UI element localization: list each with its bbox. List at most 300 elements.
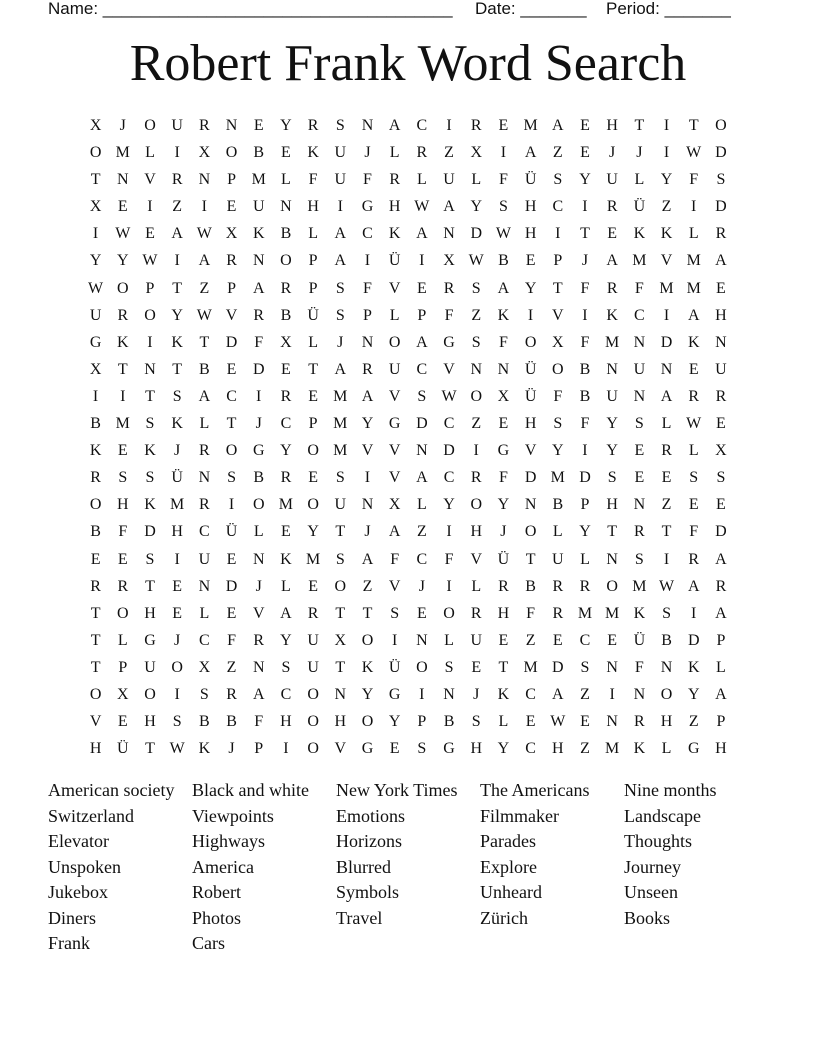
- grid-letter[interactable]: S: [335, 279, 345, 297]
- grid-letter[interactable]: M: [550, 469, 565, 487]
- grid-letter[interactable]: H: [470, 740, 482, 758]
- grid-letter[interactable]: R: [634, 713, 645, 731]
- grid-letter[interactable]: G: [89, 333, 102, 351]
- grid-letter[interactable]: H: [524, 225, 537, 243]
- grid-letter[interactable]: G: [388, 415, 401, 433]
- grid-letter[interactable]: W: [115, 225, 131, 243]
- grid-letter[interactable]: S: [199, 685, 209, 703]
- grid-letter[interactable]: I: [446, 117, 452, 134]
- grid-letter[interactable]: S: [553, 415, 563, 433]
- grid-letter[interactable]: E: [716, 279, 726, 297]
- grid-letter[interactable]: R: [253, 631, 265, 649]
- grid-letter[interactable]: I: [92, 225, 99, 243]
- grid-letter[interactable]: R: [307, 604, 319, 622]
- grid-letter[interactable]: Z: [688, 713, 699, 731]
- grid-letter[interactable]: R: [117, 577, 129, 595]
- grid-letter[interactable]: E: [117, 198, 128, 216]
- grid-letter[interactable]: R: [715, 225, 727, 243]
- grid-letter[interactable]: O: [361, 631, 374, 649]
- grid-letter[interactable]: O: [443, 604, 455, 622]
- grid-letter[interactable]: U: [606, 387, 618, 405]
- grid-letter[interactable]: I: [337, 198, 343, 216]
- grid-letter[interactable]: D: [524, 469, 537, 487]
- grid-letter[interactable]: F: [254, 713, 264, 731]
- grid-letter[interactable]: V: [252, 604, 265, 622]
- grid-letter[interactable]: X: [225, 225, 238, 243]
- grid-letter[interactable]: T: [172, 279, 183, 297]
- grid-letter[interactable]: U: [198, 550, 211, 568]
- grid-letter[interactable]: F: [498, 171, 508, 189]
- grid-letter[interactable]: A: [388, 117, 401, 134]
- grid-letter[interactable]: U: [89, 306, 102, 324]
- grid-letter[interactable]: A: [443, 198, 455, 216]
- grid-letter[interactable]: O: [307, 442, 319, 460]
- grid-letter[interactable]: E: [688, 360, 699, 378]
- grid-letter[interactable]: N: [361, 496, 374, 514]
- grid-letter[interactable]: E: [117, 713, 128, 731]
- grid-letter[interactable]: R: [90, 577, 101, 595]
- grid-letter[interactable]: U: [252, 198, 265, 216]
- grid-letter[interactable]: D: [443, 442, 455, 460]
- grid-letter[interactable]: T: [145, 577, 155, 595]
- grid-letter[interactable]: N: [334, 685, 347, 703]
- grid-letter[interactable]: F: [254, 333, 264, 351]
- grid-letter[interactable]: E: [389, 740, 400, 758]
- grid-letter[interactable]: S: [444, 658, 454, 676]
- grid-letter[interactable]: S: [580, 658, 590, 676]
- grid-letter[interactable]: S: [145, 415, 155, 433]
- grid-letter[interactable]: R: [171, 171, 183, 189]
- grid-letter[interactable]: L: [634, 171, 645, 189]
- grid-letter[interactable]: I: [120, 387, 126, 405]
- grid-letter[interactable]: E: [580, 117, 590, 134]
- grid-letter[interactable]: O: [307, 713, 319, 731]
- grid-letter[interactable]: M: [632, 252, 647, 270]
- grid-letter[interactable]: I: [364, 252, 371, 270]
- grid-letter[interactable]: A: [334, 360, 347, 378]
- grid-letter[interactable]: R: [688, 550, 700, 568]
- grid-letter[interactable]: F: [580, 415, 590, 433]
- grid-letter[interactable]: E: [172, 577, 183, 595]
- grid-letter[interactable]: N: [416, 631, 428, 649]
- grid-letter[interactable]: F: [498, 469, 508, 487]
- grid-letter[interactable]: N: [252, 252, 265, 270]
- grid-letter[interactable]: S: [172, 713, 182, 731]
- grid-letter[interactable]: R: [552, 604, 564, 622]
- grid-letter[interactable]: J: [500, 523, 507, 541]
- grid-letter[interactable]: N: [633, 685, 646, 703]
- grid-letter[interactable]: D: [660, 333, 673, 351]
- grid-letter[interactable]: Y: [89, 252, 102, 270]
- grid-letter[interactable]: J: [364, 144, 371, 162]
- grid-letter[interactable]: I: [691, 198, 697, 216]
- grid-letter[interactable]: D: [416, 415, 428, 433]
- grid-letter[interactable]: D: [225, 577, 238, 595]
- grid-letter[interactable]: U: [715, 360, 727, 378]
- grid-letter[interactable]: Ü: [633, 631, 646, 649]
- grid-letter[interactable]: M: [686, 279, 701, 297]
- grid-letter[interactable]: H: [144, 604, 156, 622]
- grid-letter[interactable]: Z: [471, 415, 482, 433]
- grid-letter[interactable]: C: [280, 685, 292, 703]
- grid-letter[interactable]: P: [417, 713, 427, 731]
- grid-letter[interactable]: X: [198, 658, 211, 676]
- grid-letter[interactable]: G: [443, 740, 455, 758]
- grid-letter[interactable]: C: [226, 387, 237, 405]
- grid-letter[interactable]: Ü: [524, 360, 537, 378]
- grid-letter[interactable]: H: [307, 198, 319, 216]
- grid-letter[interactable]: I: [446, 577, 452, 595]
- grid-letter[interactable]: H: [89, 740, 102, 758]
- grid-letter[interactable]: Y: [361, 685, 374, 703]
- grid-letter[interactable]: M: [659, 279, 674, 297]
- grid-letter[interactable]: A: [715, 252, 727, 270]
- grid-letter[interactable]: K: [307, 144, 319, 162]
- grid-letter[interactable]: Y: [497, 740, 510, 758]
- grid-letter[interactable]: S: [471, 333, 481, 351]
- grid-letter[interactable]: W: [196, 306, 212, 324]
- grid-letter[interactable]: Ü: [388, 658, 401, 676]
- grid-letter[interactable]: V: [470, 550, 482, 568]
- grid-letter[interactable]: S: [335, 117, 345, 134]
- grid-letter[interactable]: K: [252, 225, 265, 243]
- grid-letter[interactable]: W: [414, 198, 430, 216]
- grid-letter[interactable]: B: [280, 306, 292, 324]
- grid-letter[interactable]: M: [632, 577, 647, 595]
- grid-letter[interactable]: O: [225, 144, 238, 162]
- grid-letter[interactable]: N: [633, 387, 646, 405]
- grid-letter[interactable]: S: [335, 469, 345, 487]
- grid-letter[interactable]: U: [334, 496, 347, 514]
- grid-letter[interactable]: O: [225, 442, 238, 460]
- grid-letter[interactable]: K: [198, 740, 211, 758]
- grid-letter[interactable]: R: [307, 117, 319, 134]
- grid-letter[interactable]: N: [416, 442, 428, 460]
- grid-letter[interactable]: V: [89, 713, 102, 731]
- grid-letter[interactable]: L: [416, 496, 427, 514]
- grid-letter[interactable]: E: [172, 604, 183, 622]
- grid-letter[interactable]: L: [580, 550, 590, 568]
- grid-letter[interactable]: R: [715, 387, 727, 405]
- grid-letter[interactable]: O: [307, 740, 319, 758]
- grid-letter[interactable]: S: [498, 198, 508, 216]
- grid-letter[interactable]: A: [198, 387, 211, 405]
- grid-letter[interactable]: A: [715, 550, 727, 568]
- grid-letter[interactable]: R: [470, 604, 482, 622]
- grid-letter[interactable]: G: [361, 740, 374, 758]
- grid-letter[interactable]: N: [252, 550, 265, 568]
- grid-letter[interactable]: X: [715, 442, 727, 460]
- grid-letter[interactable]: K: [280, 550, 292, 568]
- grid-letter[interactable]: F: [444, 306, 454, 324]
- grid-letter[interactable]: X: [334, 631, 347, 649]
- grid-letter[interactable]: Y: [606, 442, 618, 460]
- grid-letter[interactable]: Y: [280, 631, 292, 649]
- grid-letter[interactable]: M: [115, 144, 130, 162]
- grid-letter[interactable]: G: [687, 740, 700, 758]
- grid-letter[interactable]: A: [252, 279, 265, 297]
- grid-letter[interactable]: N: [606, 360, 618, 378]
- grid-letter[interactable]: E: [471, 658, 482, 676]
- grid-letter[interactable]: E: [226, 360, 237, 378]
- grid-letter[interactable]: R: [634, 523, 645, 541]
- grid-letter[interactable]: U: [470, 631, 482, 649]
- grid-letter[interactable]: R: [280, 279, 292, 297]
- grid-letter[interactable]: J: [255, 415, 262, 433]
- grid-letter[interactable]: K: [388, 225, 401, 243]
- grid-letter[interactable]: A: [198, 252, 211, 270]
- grid-letter[interactable]: E: [117, 442, 128, 460]
- grid-letter[interactable]: N: [361, 333, 374, 351]
- grid-letter[interactable]: O: [606, 577, 618, 595]
- grid-letter[interactable]: S: [607, 469, 617, 487]
- grid-letter[interactable]: N: [497, 360, 510, 378]
- grid-letter[interactable]: C: [634, 306, 645, 324]
- grid-letter[interactable]: Y: [280, 117, 292, 134]
- grid-letter[interactable]: M: [333, 415, 348, 433]
- grid-letter[interactable]: U: [144, 658, 156, 676]
- grid-letter[interactable]: D: [715, 198, 727, 216]
- grid-letter[interactable]: P: [417, 306, 427, 324]
- grid-letter[interactable]: B: [199, 713, 210, 731]
- grid-letter[interactable]: P: [580, 496, 590, 514]
- grid-letter[interactable]: V: [552, 306, 564, 324]
- grid-letter[interactable]: Y: [443, 496, 455, 514]
- grid-letter[interactable]: J: [473, 685, 480, 703]
- grid-letter[interactable]: I: [174, 550, 180, 568]
- grid-letter[interactable]: V: [225, 306, 238, 324]
- grid-letter[interactable]: R: [389, 171, 400, 189]
- grid-letter[interactable]: T: [90, 171, 101, 189]
- grid-letter[interactable]: S: [471, 713, 481, 731]
- grid-letter[interactable]: Y: [361, 415, 374, 433]
- grid-letter[interactable]: E: [308, 387, 318, 405]
- grid-letter[interactable]: Y: [117, 252, 129, 270]
- grid-letter[interactable]: P: [145, 279, 155, 297]
- grid-letter[interactable]: I: [364, 469, 371, 487]
- grid-letter[interactable]: C: [443, 415, 455, 433]
- grid-letter[interactable]: M: [523, 117, 538, 134]
- grid-letter[interactable]: I: [691, 604, 697, 622]
- grid-letter[interactable]: R: [498, 577, 509, 595]
- grid-letter[interactable]: N: [225, 117, 238, 134]
- grid-letter[interactable]: Ü: [388, 252, 401, 270]
- grid-letter[interactable]: X: [497, 387, 510, 405]
- grid-letter[interactable]: Y: [660, 171, 673, 189]
- grid-letter[interactable]: Z: [416, 523, 427, 541]
- grid-letter[interactable]: U: [606, 171, 618, 189]
- grid-letter[interactable]: O: [117, 279, 129, 297]
- grid-letter[interactable]: R: [117, 306, 129, 324]
- grid-letter[interactable]: T: [145, 387, 155, 405]
- grid-letter[interactable]: A: [497, 279, 510, 297]
- grid-letter[interactable]: I: [256, 387, 262, 405]
- grid-letter[interactable]: M: [251, 171, 266, 189]
- grid-letter[interactable]: O: [144, 117, 156, 134]
- grid-letter[interactable]: O: [89, 144, 102, 162]
- grid-letter[interactable]: M: [605, 333, 620, 351]
- grid-letter[interactable]: E: [226, 198, 237, 216]
- grid-letter[interactable]: R: [199, 442, 210, 460]
- grid-letter[interactable]: E: [634, 442, 645, 460]
- grid-letter[interactable]: L: [199, 604, 210, 622]
- grid-letter[interactable]: P: [363, 306, 372, 324]
- grid-letter[interactable]: B: [253, 469, 265, 487]
- grid-letter[interactable]: Ü: [117, 740, 129, 758]
- grid-letter[interactable]: P: [254, 740, 264, 758]
- grid-letter[interactable]: Y: [579, 171, 591, 189]
- grid-letter[interactable]: C: [525, 740, 536, 758]
- grid-letter[interactable]: V: [388, 469, 401, 487]
- grid-letter[interactable]: B: [443, 713, 455, 731]
- grid-letter[interactable]: Y: [171, 306, 183, 324]
- grid-letter[interactable]: M: [605, 604, 620, 622]
- grid-letter[interactable]: T: [552, 279, 563, 297]
- grid-letter[interactable]: K: [89, 442, 102, 460]
- grid-letter[interactable]: K: [687, 658, 700, 676]
- grid-letter[interactable]: S: [172, 387, 182, 405]
- grid-letter[interactable]: N: [606, 713, 618, 731]
- grid-letter[interactable]: E: [607, 225, 618, 243]
- grid-letter[interactable]: F: [390, 550, 400, 568]
- grid-letter[interactable]: E: [90, 550, 101, 568]
- grid-letter[interactable]: U: [334, 171, 347, 189]
- grid-letter[interactable]: G: [388, 685, 401, 703]
- grid-letter[interactable]: J: [418, 577, 425, 595]
- grid-letter[interactable]: X: [89, 360, 102, 378]
- grid-letter[interactable]: S: [417, 387, 427, 405]
- grid-letter[interactable]: L: [281, 577, 291, 595]
- grid-letter[interactable]: X: [117, 685, 129, 703]
- grid-letter[interactable]: J: [581, 252, 589, 270]
- grid-letter[interactable]: I: [500, 144, 507, 162]
- grid-letter[interactable]: K: [171, 333, 183, 351]
- grid-letter[interactable]: H: [497, 604, 510, 622]
- grid-letter[interactable]: R: [362, 360, 373, 378]
- grid-letter[interactable]: B: [280, 225, 292, 243]
- grid-letter[interactable]: C: [416, 550, 428, 568]
- grid-letter[interactable]: R: [443, 279, 455, 297]
- grid-letter[interactable]: F: [689, 171, 699, 189]
- grid-letter[interactable]: P: [308, 415, 318, 433]
- grid-letter[interactable]: Z: [226, 658, 237, 676]
- grid-letter[interactable]: S: [145, 469, 155, 487]
- grid-letter[interactable]: B: [199, 360, 210, 378]
- grid-letter[interactable]: N: [606, 550, 618, 568]
- grid-letter[interactable]: A: [252, 685, 265, 703]
- grid-letter[interactable]: A: [280, 604, 292, 622]
- grid-letter[interactable]: H: [524, 415, 537, 433]
- grid-letter[interactable]: W: [468, 252, 484, 270]
- grid-letter[interactable]: B: [253, 144, 265, 162]
- grid-letter[interactable]: R: [226, 685, 237, 703]
- grid-letter[interactable]: L: [661, 740, 672, 758]
- grid-letter[interactable]: O: [89, 685, 102, 703]
- grid-letter[interactable]: W: [550, 713, 566, 731]
- grid-letter[interactable]: I: [663, 144, 670, 162]
- grid-letter[interactable]: L: [688, 442, 699, 460]
- grid-letter[interactable]: L: [471, 171, 482, 189]
- grid-letter[interactable]: T: [145, 740, 155, 758]
- grid-letter[interactable]: L: [253, 523, 264, 541]
- grid-letter[interactable]: K: [633, 225, 646, 243]
- grid-letter[interactable]: P: [716, 631, 726, 649]
- grid-letter[interactable]: S: [390, 604, 400, 622]
- grid-letter[interactable]: A: [660, 387, 673, 405]
- grid-letter[interactable]: J: [636, 144, 643, 162]
- grid-letter[interactable]: R: [606, 198, 618, 216]
- grid-letter[interactable]: X: [470, 144, 482, 162]
- grid-letter[interactable]: F: [498, 333, 508, 351]
- grid-letter[interactable]: Z: [471, 306, 482, 324]
- grid-letter[interactable]: F: [227, 631, 236, 649]
- grid-letter[interactable]: F: [553, 387, 563, 405]
- grid-letter[interactable]: F: [118, 523, 128, 541]
- grid-letter[interactable]: F: [689, 523, 699, 541]
- grid-letter[interactable]: J: [364, 523, 371, 541]
- grid-letter[interactable]: Ü: [307, 306, 319, 324]
- grid-letter[interactable]: B: [661, 631, 672, 649]
- grid-letter[interactable]: Y: [388, 713, 401, 731]
- grid-letter[interactable]: E: [525, 252, 536, 270]
- grid-letter[interactable]: T: [172, 360, 183, 378]
- grid-letter[interactable]: M: [523, 658, 538, 676]
- grid-letter[interactable]: M: [686, 252, 701, 270]
- grid-letter[interactable]: N: [633, 333, 646, 351]
- grid-letter[interactable]: D: [579, 469, 591, 487]
- grid-letter[interactable]: O: [252, 496, 265, 514]
- grid-letter[interactable]: P: [553, 252, 563, 270]
- grid-letter[interactable]: S: [471, 279, 481, 297]
- grid-letter[interactable]: Y: [280, 442, 292, 460]
- grid-letter[interactable]: T: [335, 658, 346, 676]
- grid-letter[interactable]: K: [144, 442, 156, 460]
- grid-letter[interactable]: E: [281, 523, 291, 541]
- grid-letter[interactable]: R: [90, 469, 101, 487]
- grid-letter[interactable]: E: [716, 415, 726, 433]
- grid-letter[interactable]: X: [280, 333, 292, 351]
- grid-letter[interactable]: I: [147, 333, 153, 351]
- grid-letter[interactable]: N: [252, 658, 265, 676]
- grid-letter[interactable]: O: [307, 685, 319, 703]
- grid-letter[interactable]: N: [280, 198, 292, 216]
- grid-letter[interactable]: R: [606, 279, 618, 297]
- grid-letter[interactable]: I: [419, 685, 425, 703]
- grid-letter[interactable]: I: [446, 523, 452, 541]
- grid-letter[interactable]: O: [715, 117, 727, 134]
- grid-letter[interactable]: Ü: [524, 171, 537, 189]
- grid-letter[interactable]: A: [334, 252, 347, 270]
- grid-letter[interactable]: A: [388, 523, 401, 541]
- grid-letter[interactable]: H: [715, 306, 727, 324]
- grid-letter[interactable]: G: [443, 333, 455, 351]
- grid-letter[interactable]: Y: [307, 523, 319, 541]
- grid-letter[interactable]: O: [117, 604, 129, 622]
- grid-letter[interactable]: L: [716, 658, 726, 676]
- grid-letter[interactable]: T: [199, 333, 210, 351]
- grid-letter[interactable]: T: [90, 658, 101, 676]
- grid-letter[interactable]: C: [416, 360, 428, 378]
- grid-letter[interactable]: Y: [687, 685, 700, 703]
- grid-letter[interactable]: G: [361, 198, 374, 216]
- grid-letter[interactable]: B: [226, 713, 237, 731]
- grid-letter[interactable]: L: [308, 333, 318, 351]
- grid-letter[interactable]: I: [391, 631, 398, 649]
- grid-letter[interactable]: I: [201, 198, 207, 216]
- grid-letter[interactable]: S: [553, 171, 563, 189]
- grid-letter[interactable]: K: [633, 740, 646, 758]
- grid-letter[interactable]: D: [252, 360, 265, 378]
